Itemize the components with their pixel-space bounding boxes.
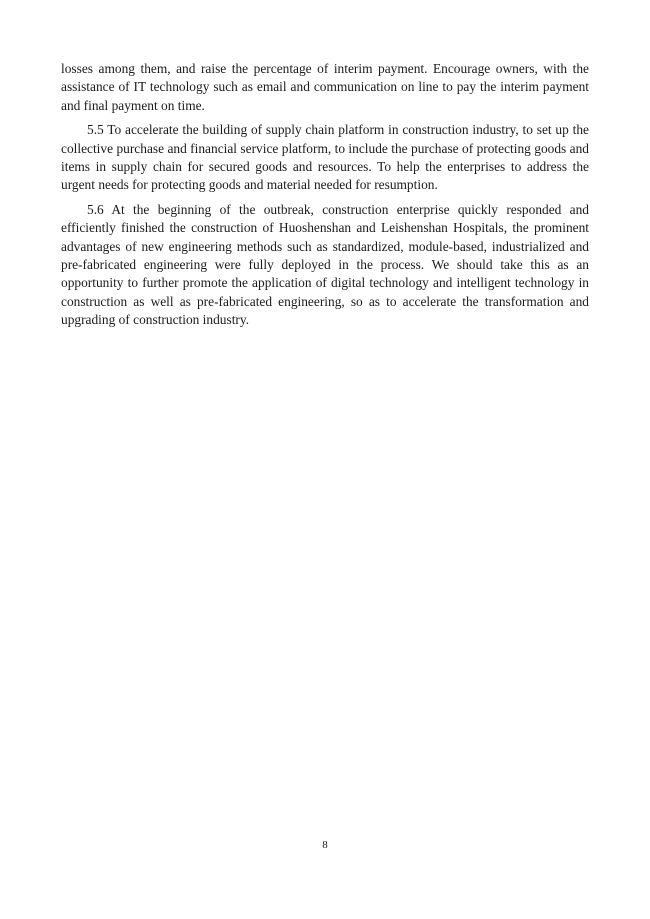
paragraph-section-5-6: 5.6 At the beginning of the outbreak, construction enterprise quickly responded and efficiently finished the construction of Huoshenshan and Leishenshan Hospitals, the prominent advantages of new engineering methods such as standardized, module-based, industrialized and pre-fabricated engineering were fully deployed in the process. We should take this as an opportunity to further promote the application of digital technology and intelligent technology in construction as well as pre-fabricated engineering, so as to accelerate the transformation and upgrading of construction industry. [61, 201, 589, 328]
page-number: 8 [322, 839, 328, 851]
paragraph-section-5-5: 5.5 To accelerate the building of supply chain platform in construction industry, to set up the collective purchase and financial service platform, to include the purchase of protecting goods and items in supply chain for secured goods and resources. To help the enterprises to address the urgent needs for protecting goods and material needed for resumption. [61, 122, 589, 193]
page-body [61, 60, 589, 330]
paragraph-continuation: losses among them, and raise the percentage of interim payment. Encourage owners, with the assistance of IT technology such as email and communication on line to pay the interim payment and final payment on time. [61, 61, 589, 113]
